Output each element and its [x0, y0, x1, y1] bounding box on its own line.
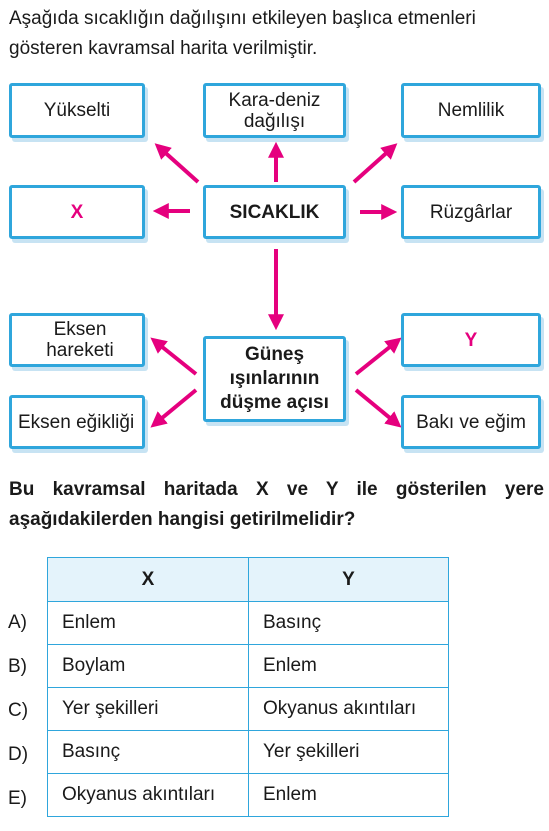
table-row[interactable] [48, 645, 449, 688]
node-center-sicaklik: SICAKLIK [203, 185, 346, 239]
option-d-y: Yer şekilleri [249, 731, 449, 774]
option-e-y: Enlem [249, 774, 449, 817]
node-x: X [9, 185, 145, 239]
node-ruzgarlar: Rüzgârlar [401, 185, 541, 239]
option-c-y: Okyanus akıntıları [249, 688, 449, 731]
table-header-row [48, 558, 449, 602]
option-d-x: Basınç [48, 731, 249, 774]
column-header-x: X [48, 558, 249, 602]
arrow-to-baki [356, 390, 396, 423]
arrow-to-eksen-hareketi [156, 342, 196, 374]
question-line-2: aşağıdakilerden hangisi getirilmelidir? [9, 509, 356, 530]
question-line-1: Bu kavramsal haritada X ve Y ile gösterilen yere [9, 479, 544, 500]
arrow-to-nemlilik [354, 148, 392, 182]
table-row[interactable] [48, 774, 449, 817]
option-a-y: Basınç [249, 602, 449, 645]
option-b-letter[interactable]: B) [8, 656, 27, 677]
option-a-letter[interactable]: A) [8, 612, 27, 633]
node-baki: Bakı ve eğim [401, 395, 541, 449]
node-nemlilik: Nemlilik [401, 83, 541, 138]
intro-text: Aşağıda sıcaklığın dağılışını etkileyen başlıca etmenleri gösteren kavramsal harita verilmiştir. [9, 8, 476, 59]
option-b-x: Boylam [48, 645, 249, 688]
arrow-to-yukselti [160, 148, 198, 182]
node-gunes: Güneş ışınlarının düşme açısı [203, 336, 346, 422]
node-kara-deniz: Kara-deniz dağılışı [203, 83, 346, 138]
option-e-letter[interactable]: E) [8, 788, 27, 809]
option-e-x: Okyanus akıntıları [48, 774, 249, 817]
table-row[interactable] [48, 731, 449, 774]
arrow-to-eksen-egikligi [156, 390, 196, 423]
table-row[interactable] [48, 602, 449, 645]
option-c-letter[interactable]: C) [8, 700, 29, 721]
question-text [9, 475, 544, 535]
option-a-x: Enlem [48, 602, 249, 645]
option-b-y: Enlem [249, 645, 449, 688]
node-eksen-egikligi: Eksen eğikliği [9, 395, 145, 449]
option-c-x: Yer şekilleri [48, 688, 249, 731]
node-yukselti: Yükselti [9, 83, 145, 138]
node-eksen-hareketi: Eksen hareketi [9, 313, 145, 367]
table-row[interactable] [48, 688, 449, 731]
option-d-letter[interactable]: D) [8, 744, 29, 765]
arrow-to-y [356, 342, 396, 374]
answer-table [47, 557, 449, 817]
column-header-y: Y [249, 558, 449, 602]
node-y: Y [401, 313, 541, 367]
